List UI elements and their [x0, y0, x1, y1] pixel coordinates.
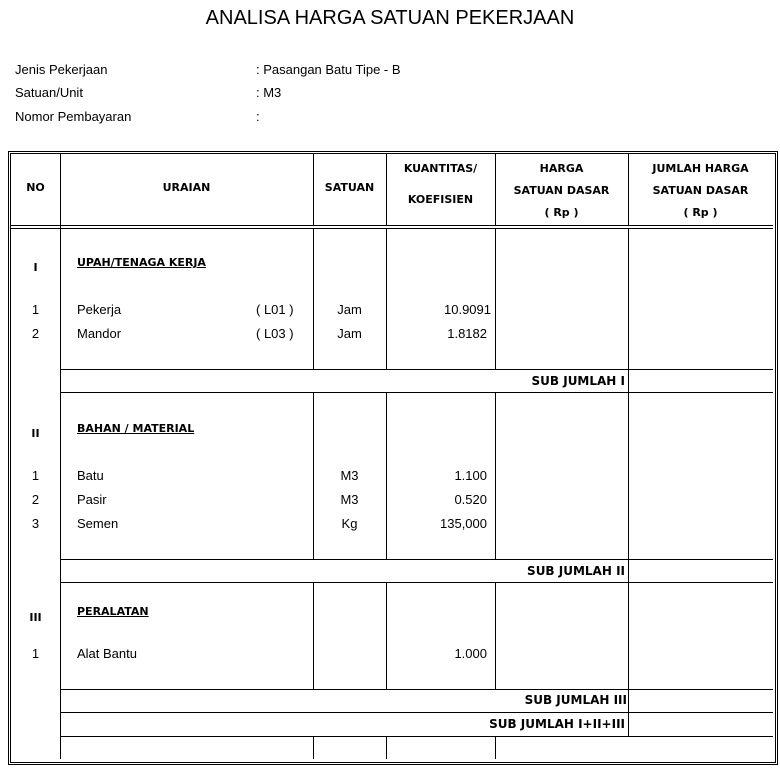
info-label-jenis: Jenis Pekerjaan: [15, 62, 108, 77]
section-no: II: [31, 427, 40, 440]
item-satuan: M3: [340, 468, 359, 483]
item-kuantitas: 135,000: [440, 516, 487, 531]
subtotal-label: SUB JUMLAH I: [531, 374, 625, 388]
analysis-table: [8, 151, 778, 765]
divider: [495, 229, 496, 370]
divider: [495, 737, 496, 759]
item-no: 1: [31, 302, 40, 317]
divider: [386, 229, 387, 370]
divider: [495, 393, 496, 560]
info-value-satuan: : M3: [256, 85, 282, 100]
header-harga-rp: ( Rp ): [544, 206, 579, 219]
item-kuantitas: 0.520: [454, 492, 487, 507]
header-jumlah-satuan: SATUAN DASAR: [652, 184, 749, 197]
divider: [313, 737, 314, 759]
item-uraian: Pasir: [77, 492, 107, 507]
item-uraian: Alat Bantu: [77, 646, 137, 661]
divider: [10, 228, 773, 229]
section-no: I: [33, 261, 38, 274]
header-harga-satuan: SATUAN DASAR: [513, 184, 610, 197]
divider: [60, 559, 773, 560]
divider: [628, 393, 629, 583]
divider: [495, 583, 496, 690]
item-kode: ( L01 ): [256, 302, 294, 317]
divider: [10, 225, 773, 226]
info-label-satuan: Satuan/Unit: [15, 85, 83, 100]
section-title: UPAH/TENAGA KERJA: [77, 256, 206, 269]
header-satuan: SATUAN: [324, 181, 375, 194]
divider: [313, 229, 314, 370]
info-label-nomor: Nomor Pembayaran: [15, 109, 132, 124]
item-kuantitas: 1.100: [454, 468, 487, 483]
item-kuantitas: 10.9091: [444, 302, 491, 317]
divider: [60, 689, 773, 690]
section-title: BAHAN / MATERIAL: [77, 422, 195, 435]
section-no: III: [29, 611, 42, 624]
info-value-jenis: : Pasangan Batu Tipe - B: [256, 62, 401, 77]
divider: [60, 712, 773, 713]
section-title: PERALATAN: [77, 605, 149, 618]
item-uraian: Semen: [77, 516, 119, 531]
item-no: 2: [31, 492, 40, 507]
item-satuan: Jam: [337, 302, 362, 317]
grand-subtotal-label: SUB JUMLAH I+II+III: [489, 717, 625, 731]
item-satuan: Jam: [337, 326, 362, 341]
item-uraian: Mandor: [77, 326, 122, 341]
header-kuantitas: KUANTITAS/: [403, 162, 478, 175]
header-jumlah: JUMLAH HARGA: [652, 162, 749, 175]
divider: [60, 369, 773, 370]
item-uraian: Pekerja: [77, 302, 122, 317]
info-value-nomor: :: [256, 109, 260, 124]
subtotal-label: SUB JUMLAH III: [524, 693, 627, 707]
header-no: NO: [26, 181, 45, 194]
item-no: 3: [31, 516, 40, 531]
header-uraian: URAIAN: [162, 181, 211, 194]
divider: [313, 583, 314, 690]
divider: [386, 737, 387, 759]
item-kode: ( L03 ): [256, 326, 294, 341]
subtotal-label: SUB JUMLAH II: [527, 564, 625, 578]
header-harga: HARGA: [539, 162, 584, 175]
divider: [628, 583, 629, 737]
item-satuan: Kg: [341, 516, 358, 531]
item-uraian: Batu: [77, 468, 104, 483]
item-no: 2: [31, 326, 40, 341]
divider: [60, 153, 61, 759]
header-koefisien: KOEFISIEN: [407, 193, 474, 206]
divider: [60, 736, 773, 737]
header-jumlah-rp: ( Rp ): [683, 206, 718, 219]
item-no: 1: [31, 646, 40, 661]
item-satuan: M3: [340, 492, 359, 507]
item-kuantitas: 1.8182: [447, 326, 487, 341]
divider: [60, 582, 773, 583]
item-kuantitas: 1.000: [454, 646, 487, 661]
divider: [386, 583, 387, 690]
divider: [60, 392, 773, 393]
item-no: 1: [31, 468, 40, 483]
page-title: ANALISA HARGA SATUAN PEKERJAAN: [205, 7, 575, 29]
